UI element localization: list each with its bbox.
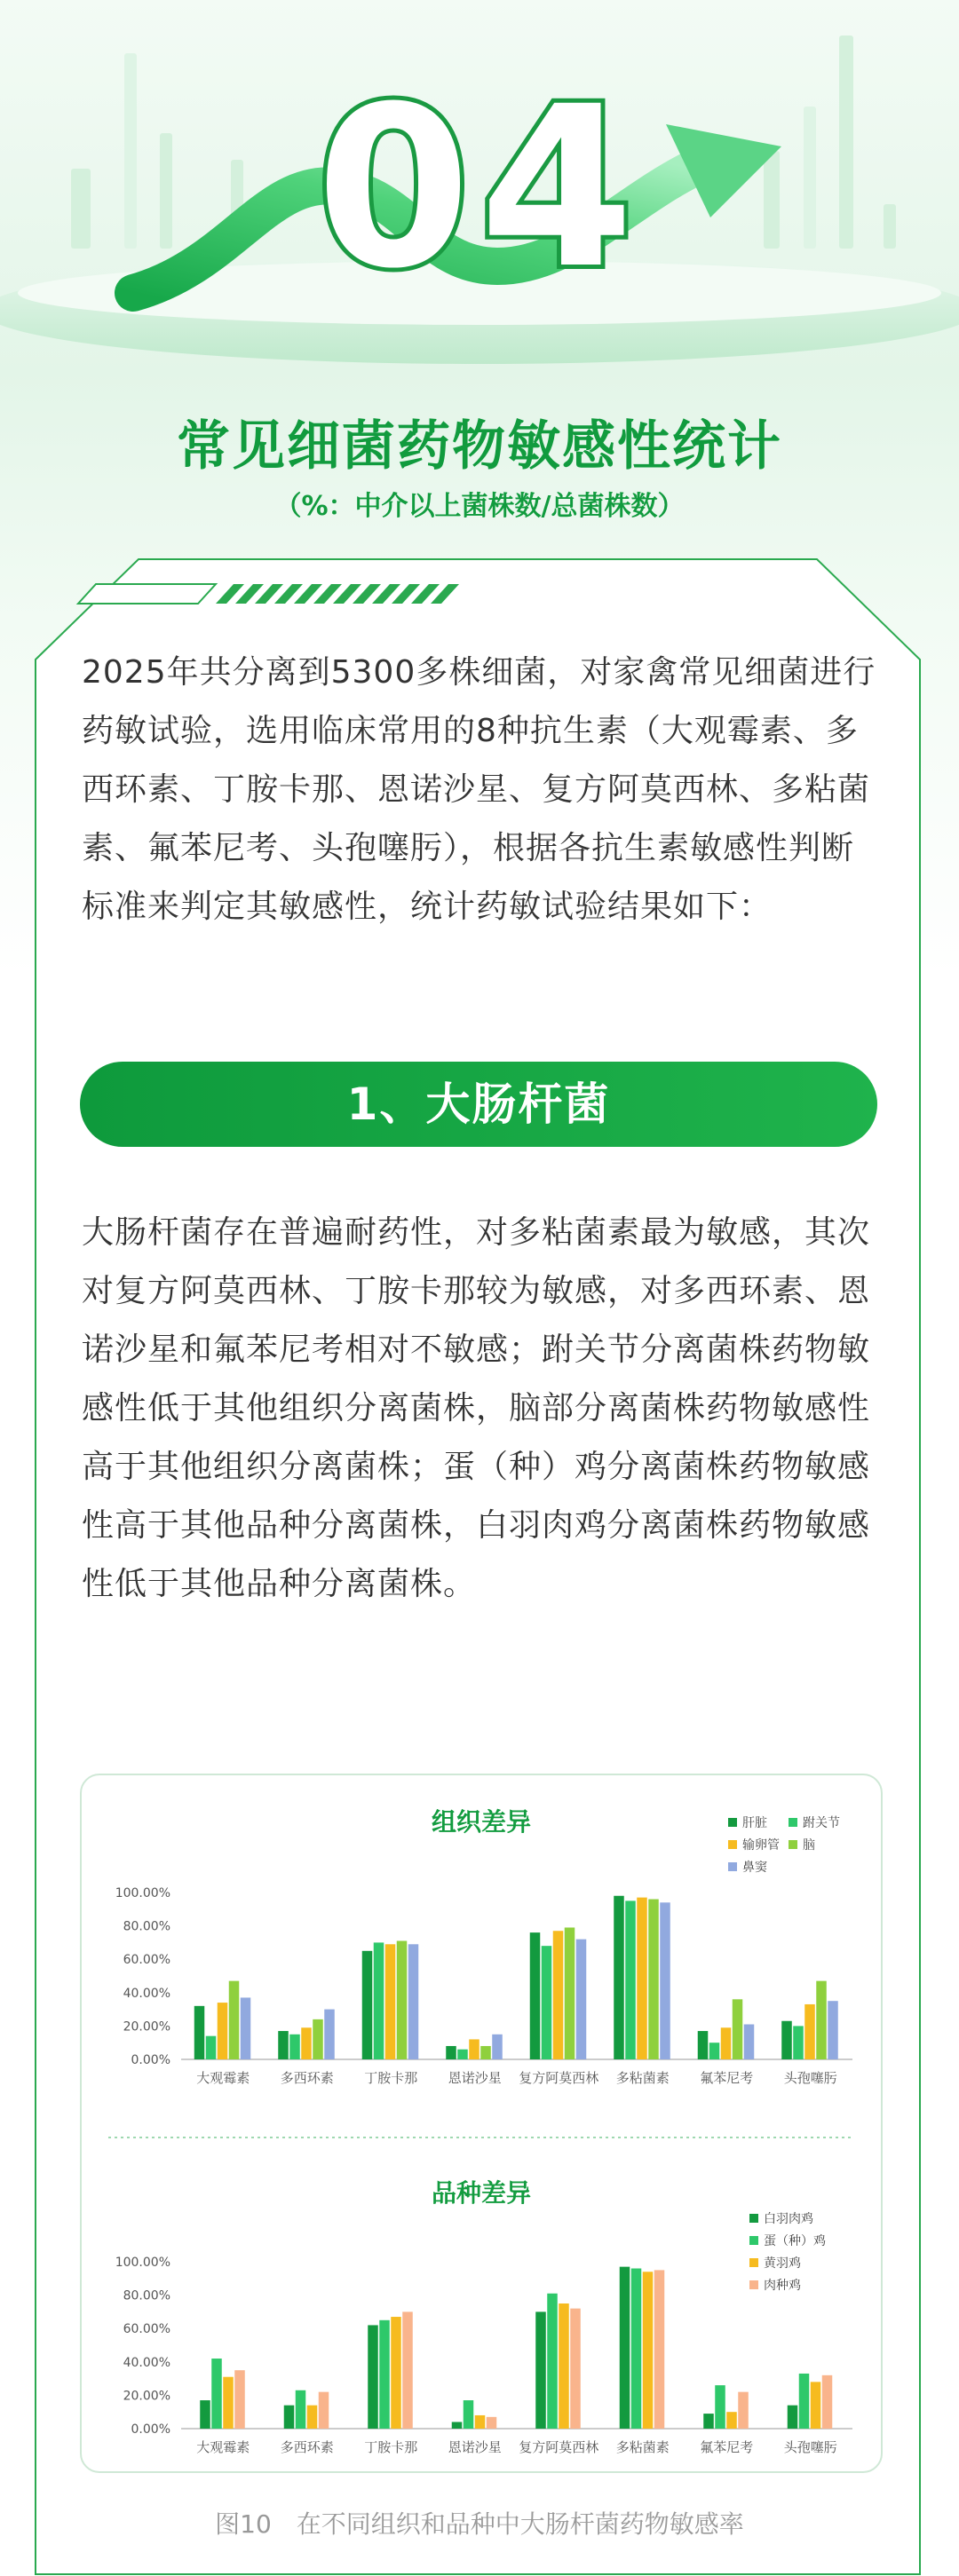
legend-label: 跗关节: [803, 1816, 840, 1830]
hero-graphic: [0, 0, 959, 373]
bar: [278, 2031, 289, 2059]
bar: [374, 1942, 384, 2059]
bar: [211, 2359, 222, 2429]
x-tick-label: 多粘菌素: [615, 2439, 670, 2455]
bar: [475, 2415, 486, 2429]
bar: [726, 2412, 737, 2429]
x-tick-label: 大观霉素: [196, 2070, 250, 2086]
legend-label: 肝脏: [742, 1816, 767, 1830]
x-tick-label: 多西环素: [280, 2070, 334, 2086]
bar: [738, 2392, 749, 2429]
bar: [391, 2317, 401, 2429]
bar: [307, 2406, 318, 2429]
bar: [570, 2309, 581, 2429]
y-tick-label: 60.00%: [123, 2322, 170, 2337]
y-tick-label: 40.00%: [123, 1986, 170, 2001]
bar: [397, 1941, 408, 2059]
legend-swatch: [789, 1840, 797, 1849]
x-tick-label: 丁胺卡那: [364, 2439, 418, 2455]
bar: [480, 2046, 491, 2059]
bar: [703, 2414, 714, 2429]
x-tick-label: 多粘菌素: [615, 2070, 670, 2086]
bar: [625, 1900, 636, 2059]
bar: [234, 2370, 245, 2429]
bar: [715, 2385, 725, 2429]
bar: [194, 2006, 205, 2059]
charts-svg: [82, 1775, 881, 2471]
bar: [637, 1898, 647, 2059]
x-tick-label: 多西环素: [280, 2439, 334, 2455]
bar: [631, 2269, 642, 2429]
bar: [229, 1981, 240, 2059]
bar: [654, 2270, 665, 2429]
bar: [223, 2377, 234, 2429]
bar: [362, 1951, 373, 2059]
bar: [709, 2043, 720, 2059]
bar: [492, 2035, 503, 2059]
y-tick-label: 80.00%: [123, 2288, 170, 2303]
bar: [788, 2406, 798, 2429]
bar: [793, 2026, 804, 2059]
bar: [553, 1931, 564, 2059]
y-tick-label: 0.00%: [131, 2053, 170, 2067]
bar: [535, 2311, 546, 2429]
legend-swatch: [728, 1818, 737, 1827]
y-tick-label: 60.00%: [123, 1953, 170, 1968]
bar: [296, 2390, 306, 2429]
bar: [206, 2036, 217, 2059]
bar: [368, 2325, 378, 2429]
x-tick-label: 复方阿莫西林: [519, 2439, 599, 2455]
legend-label: 肉种鸡: [764, 2279, 801, 2293]
x-tick-label: 头孢噻肟: [783, 2439, 837, 2455]
x-tick-label: 复方阿莫西林: [519, 2070, 599, 2086]
bar: [542, 1946, 552, 2059]
legend-label: 白羽肉鸡: [764, 2212, 813, 2226]
bar: [744, 2025, 755, 2059]
bar: [385, 1944, 396, 2059]
bar: [301, 2027, 312, 2059]
bar: [648, 1900, 659, 2059]
bar: [324, 2010, 335, 2059]
legend-swatch: [749, 2236, 758, 2245]
legend-label: 脑: [803, 1838, 815, 1853]
bar: [313, 2019, 323, 2059]
bar: [284, 2406, 295, 2429]
legend-swatch: [749, 2214, 758, 2223]
bar: [469, 2039, 480, 2059]
section-number: 04: [316, 59, 643, 317]
y-tick-label: 100.00%: [115, 2256, 170, 2270]
bar: [698, 2031, 709, 2059]
bar: [457, 2050, 468, 2059]
bar: [452, 2422, 463, 2429]
bar: [559, 2303, 569, 2429]
bar: [218, 2003, 228, 2059]
bar: [828, 2001, 838, 2059]
bar: [446, 2046, 456, 2059]
section-heading: 1、大肠杆菌: [80, 1062, 877, 1147]
bar: [530, 1932, 541, 2059]
bar: [547, 2294, 558, 2429]
legend-label: 蛋（种）鸡: [764, 2234, 826, 2248]
x-tick-label: 丁胺卡那: [364, 2070, 418, 2086]
x-tick-label: 恩诺沙星: [448, 2439, 502, 2455]
y-tick-label: 20.00%: [123, 2019, 170, 2035]
chart-panel-1: [115, 1807, 852, 2086]
bar: [660, 1902, 670, 2059]
bar: [402, 2311, 413, 2429]
bar: [614, 1896, 624, 2059]
section-body: 大肠杆菌存在普遍耐药性，对多粘菌素最为敏感，其次对复方阿莫西林、丁胺卡那较为敏感，对多西环素、恩诺沙星和氟苯尼考相对不敏感；跗关节分离菌株药物敏感性低于其他组织分离菌株，脑部分离菌株药物敏感性高于其他组织分离菌株；蛋（种）鸡分离菌株药物敏感性高于其他品种分离菌株，白羽肉鸡分离菌株药物敏感性低于其他品种分离菌株。: [82, 1214, 871, 1602]
bar: [200, 2400, 210, 2429]
x-tick-label: 氟苯尼考: [700, 2439, 754, 2455]
bar: [799, 2374, 810, 2429]
bar: [241, 1997, 251, 2059]
legend-swatch: [789, 1818, 797, 1827]
chart-panel-2: [115, 2178, 852, 2455]
legend-label: 黄羽鸡: [764, 2256, 801, 2271]
bar: [620, 2267, 630, 2429]
bar: [289, 2035, 300, 2059]
bar: [816, 1981, 827, 2059]
y-tick-label: 100.00%: [115, 1886, 170, 1900]
y-tick-label: 20.00%: [123, 2389, 170, 2404]
x-tick-label: 头孢噻肟: [783, 2070, 837, 2086]
bar: [822, 2375, 833, 2429]
bar: [319, 2392, 329, 2429]
legend-label: 输卵管: [742, 1838, 780, 1853]
chart-title: 品种差异: [431, 2178, 532, 2208]
page-subtitle: （%：中介以上菌株数/总菌株数）: [274, 491, 685, 522]
y-tick-label: 80.00%: [123, 1919, 170, 1934]
bar: [811, 2382, 821, 2429]
x-tick-label: 恩诺沙星: [448, 2070, 502, 2086]
bar: [379, 2320, 390, 2429]
bar: [781, 2021, 792, 2059]
legend-swatch: [728, 1840, 737, 1849]
bar: [804, 2004, 815, 2059]
chart-container: [80, 1774, 883, 2473]
page-title: 常见细菌药物敏感性统计: [177, 415, 782, 478]
legend-swatch: [728, 1862, 737, 1871]
legend-label: 鼻窦: [742, 1861, 767, 1875]
bar: [643, 2272, 654, 2429]
chart-title: 组织差异: [431, 1807, 532, 1837]
bar: [565, 1927, 575, 2059]
x-tick-label: 大观霉素: [196, 2439, 250, 2455]
y-tick-label: 0.00%: [131, 2422, 170, 2437]
legend-swatch: [749, 2280, 758, 2289]
bar: [733, 1999, 743, 2059]
figure-caption: 图10 在不同组织和品种中大肠杆菌药物敏感率: [215, 2509, 744, 2539]
legend-swatch: [749, 2258, 758, 2267]
bar: [464, 2400, 474, 2429]
x-tick-label: 氟苯尼考: [700, 2070, 754, 2086]
bar: [408, 1944, 419, 2059]
y-tick-label: 40.00%: [123, 2355, 170, 2370]
bar: [487, 2417, 497, 2429]
bar: [721, 2027, 732, 2059]
bar: [576, 1940, 587, 2059]
intro-paragraph: 2025年共分离到5300多株细菌，对家禽常见细菌进行药敏试验，选用临床常用的8种抗生素（大观霉素、多西环素、丁胺卡那、恩诺沙星、复方阿莫西林、多粘菌素、氟苯尼考、头孢噻肟），根据各抗生素敏感性判断标准来判定其敏感性，统计药敏试验结果如下：: [82, 654, 876, 925]
